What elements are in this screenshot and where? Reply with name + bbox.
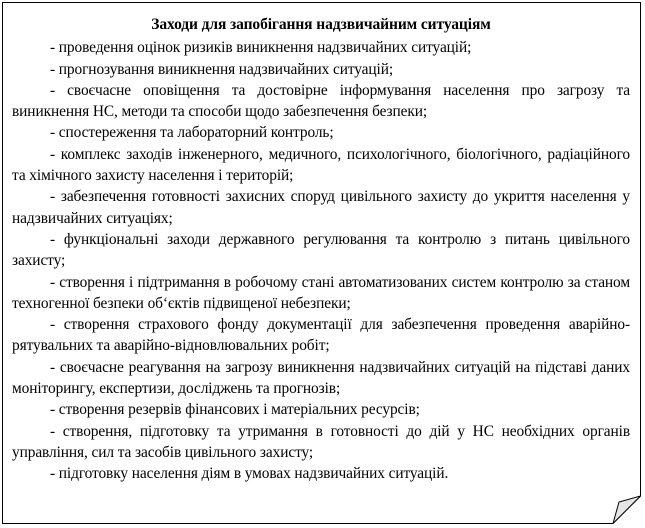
document-body — [12, 14, 630, 485]
list-item: - створення резервів фінансових і матеріальних ресурсів; — [50, 401, 420, 419]
list-item: - своєчасне реагування на загрозу виникнення надзвичайних ситуацій на підставі даних моніторингу, експертизи, досліджень та прогнозів; — [12, 358, 630, 398]
document-title: Заходи для запобігання надзвичайним ситуаціям — [151, 16, 491, 33]
list-item: - забезпечення готовності захисних споруд цивільного захисту до укриття населення у надзвичайних ситуаціях; — [12, 188, 630, 227]
list-item: - прогнозування виникнення надзвичайних ситуацій; — [50, 60, 394, 78]
list-item: - проведення оцінок ризиків виникнення надзвичайних ситуацій; — [50, 39, 472, 57]
note-sheet — [2, 2, 641, 524]
list-item: - своєчасне оповіщення та достовірне інформування населення про загрозу та виникнення НС, методи та способи щодо забезпечення безпеки; — [12, 81, 630, 121]
list-item: - підготовку населення діям в умовах надзвичайних ситуацій. — [50, 465, 449, 483]
measures-list — [12, 37, 630, 484]
list-item: - спостереження та лабораторний контроль; — [50, 124, 334, 142]
list-item: - функціональні заходи державного регулювання та контролю з питань цивільного захисту; — [12, 230, 630, 270]
list-item: - комплекс заходів інженерного, медичного, психологічного, біологічного, радіаційного та хімічного захисту населення і територій; — [12, 145, 630, 185]
list-item: - створення страхового фонду документації для забезпечення проведення аварійно-рятувальних та аварійно-відновлювальних робіт; — [12, 316, 630, 355]
list-item: - створення і підтримання в робочому стані автоматизованих систем контролю за станом техногенної безпеки об‘єктів підвищеної небезпеки; — [12, 273, 630, 312]
list-item: - створення, підготовку та утримання в готовності до дій у НС необхідних органів управління, сил та засобів цивільного захисту; — [12, 422, 630, 461]
